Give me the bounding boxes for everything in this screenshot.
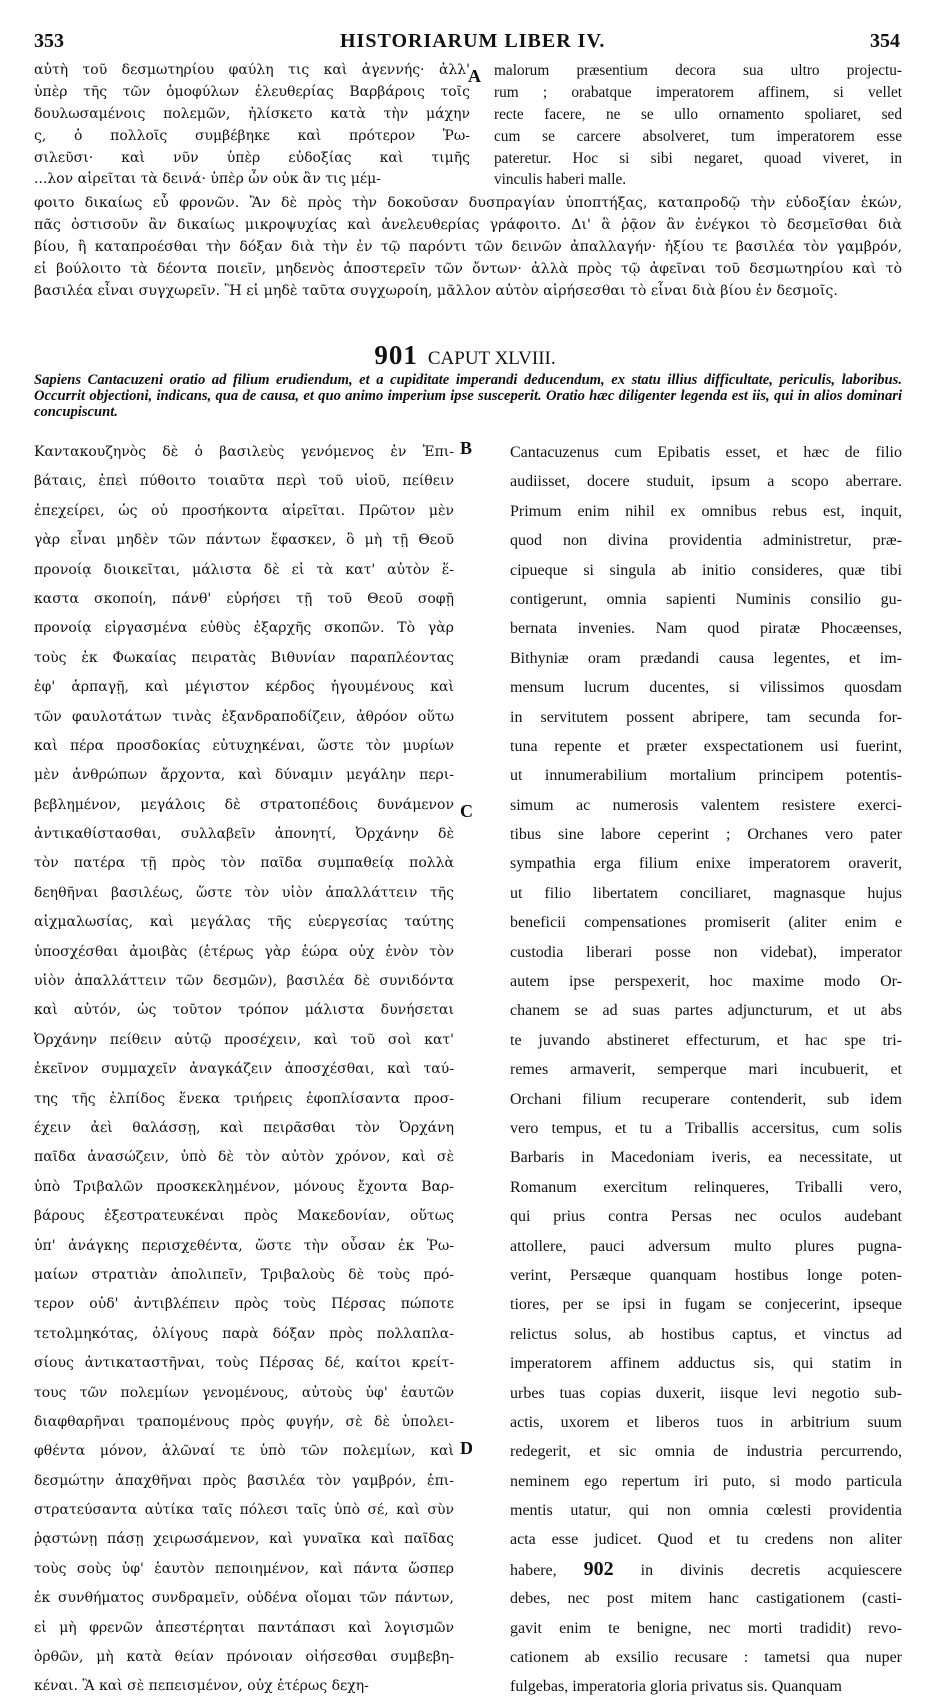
greek-line: τετολμηκότας, ὀλίγους παρὰ δόξαν πρὸς πολλαπλα-: [34, 1325, 454, 1342]
section-marker-d: D: [460, 1438, 473, 1458]
greek-line: βίου, ἢ καταπροέσθαι τὴν δόξαν διὰ τὴν ἐν τῷ παρόντι τῶν δεινῶν ἀπαλλαγήν· ἠξίου τε βασιλέα τὸν γαμβρόν,: [34, 239, 902, 255]
latin-line: neminem ego repertum iri puto, si modo particula: [510, 1472, 902, 1490]
latin-line: debes, nec post mitem hanc castigationem (casti-: [510, 1590, 902, 1608]
latin-line: Romanum exercitum relinqueres, Triballi vero,: [510, 1178, 902, 1196]
latin-line: tiores, per se ipsi in fugam se conjecerint, ipseque: [510, 1296, 902, 1314]
latin-line: audiisset, docere studuit, ipsum a scopo aberrare.: [510, 473, 902, 491]
latin-line: chanem se ad suas partes adjuncturum, et ut abs: [510, 1002, 902, 1020]
greek-line: βασιλέα εἶναι συγχωρεῖν. Ἢ εἰ μηδὲ ταῦτα συγχωροίη, μᾶλλον αὐτὸν αἱρήσεσθαι τὸ εἶναι διὰ βίου ἐν δεσμοῖς.: [34, 283, 838, 299]
latin-line: attollere, pauci adversum multo plures pugna-: [510, 1237, 902, 1255]
greek-line: εἰ μὴ φρενῶν ἀπεστέρηται παντάπασι καὶ λογισμῶν: [34, 1619, 454, 1636]
latin-line: bernata invenies. Nam quod piratæ Phocæenses,: [510, 620, 902, 638]
latin-line: tibus sine labore ceperint ; Orchanes vero pater: [510, 826, 902, 844]
chapter-heading: [0, 340, 930, 371]
latin-line: in servitutem possent abripere, tam secunda for-: [510, 708, 902, 726]
greek-line: υἱὸν ἀπαλλάττειν τῶν δεσμῶν), βασιλέα δὲ συνιδόντα: [34, 973, 454, 990]
latin-line: sympathia erga filium enixe imperatorem oraverit,: [510, 855, 902, 873]
latin-line: Primum enim nihil ex omnibus rebus est, inquit,: [510, 502, 902, 520]
latin-line: urbes tuas copias duxerit, iisque levi negotio sub-: [510, 1384, 902, 1402]
greek-line: δουλωσαμένοις πολεμῶν, ἠλίσκετο κατὰ τὴν μάχην: [34, 105, 470, 122]
greek-line: ...λον αἱρεῖται τὰ δεινά· ὑπὲρ ὧν οὐκ ἂν τις μέμ-: [34, 171, 381, 188]
latin-line: cipueque si singula ab initio consideres, quæ tibi: [510, 561, 902, 579]
greek-line: καὶ αὐτόν, ὡς τοῦτον τρόπον μάλιστα δυνήσεται: [34, 1002, 454, 1019]
latin-line: te juvando abstineret effecturum, et hac spe tri-: [510, 1031, 902, 1049]
page-number-left: 353: [34, 30, 64, 52]
greek-line: ἐπεχείρει, ὡς οὐ προσήκοντα αἱρεῖται. Πρῶτον μὲν: [34, 502, 454, 519]
latin-line: remes armaverit, semperque mari incubuerit, et: [510, 1061, 902, 1079]
latin-line: quod non divina providentia administretur, præ-: [510, 532, 902, 550]
latin-line: mentis utatur, qui non omnia cœlesti providentia: [510, 1502, 902, 1520]
greek-line: βάταις, ἐπεὶ πύθοιτο τοιαῦτα περὶ τοῦ υἱοῦ, πείθειν: [34, 473, 454, 490]
latin-line: ut filio libertatem conciliaret, magnasque hujus: [510, 884, 902, 902]
greek-line: τοὺς σοὺς ὑφ' ἑαυτὸν πεποιημένον, καὶ πάντα ὥσπερ: [34, 1560, 454, 1577]
greek-line: τὸν πατέρα τῇ πρὸς τὸν παῖδα συμπαθείᾳ πολλὰ: [34, 855, 454, 872]
section-marker-b: B: [460, 438, 473, 458]
greek-line: τους τῶν πολεμίων γενομένους, αὐτοὺς ὑφ' ἑαυτῶν: [34, 1384, 454, 1401]
latin-line: tuna repente et præter exspectationem usi fuerint,: [510, 737, 902, 755]
chapter-page-number: 901: [374, 340, 418, 370]
greek-line: προνοίᾳ εἰργασμένα εὐθὺς ἐξαρχῆς σκοπῶν. Τὸ γὰρ: [34, 620, 454, 637]
latin-line: vero tempus, et tu a Triballis accersitus, cum solis: [510, 1119, 902, 1137]
greek-line: της τῆς ἐλπίδος ἕνεκα τριήρεις ἐφοπλίσαντα προσ-: [34, 1090, 454, 1107]
latin-line: Cantacuzenus cum Epibatis esset, et hæc de filio: [510, 444, 902, 461]
greek-full-width-block: [34, 192, 902, 302]
greek-line: σίους ἀντικαταστῆναι, τοὺς Πέρσας δέ, καίτοι κρείτ-: [34, 1355, 454, 1372]
latin-line: verint, Persæque quanquam hostibus longe poten-: [510, 1266, 902, 1284]
section-marker-a: A: [468, 66, 481, 86]
greek-line: φοιτο δικαίως εὖ φρονῶν. Ἂν δὲ πρὸς τὴν δοκοῦσαν δυσπραγίαν ὑποπτήξας, καταπροδῷ τὴν εὐδοξίαν ἑκών,: [34, 195, 902, 211]
greek-line: ὀρθῶν, μὴ κατὰ θείαν πρόνοιαν οἰήσεσθαι συμβεβη-: [34, 1649, 454, 1666]
latin-line: malorum præsentium decora sua ultro projectu-: [494, 62, 902, 79]
greek-line: αἰχμαλωσίας, καὶ μεγάλας τῆς εὐεργεσίας ταύτης: [34, 914, 454, 931]
latin-column-top: [468, 60, 902, 191]
greek-line: ὑπὸ Τριβαλῶν προσκεκλημένον, μόνους ἔχοντα Βαρ-: [34, 1178, 454, 1195]
text-fragment: in divinis decretis acquiescere: [613, 1561, 902, 1579]
greek-line: ἐκεῖνον συμμαχεῖν ἀναγκάζειν ἀποσχέσθαι, καὶ ταύ-: [34, 1061, 454, 1078]
greek-line: μαίων στρατιὰν ἀπολιπεῖν, Τριβαλοὺς δὲ τοὺς πρό-: [34, 1266, 454, 1283]
greek-line: ἐκ συνθήματος συνδραμεῖν, οὐδένα οἴομαι τῶν πάντων,: [34, 1590, 454, 1607]
greek-line: ὑπὲρ τῆς τῶν ὁμοφύλων ἐλευθερίας Βαρβάροις τοῖς: [34, 83, 470, 100]
greek-line: αὐτὴ τοῦ δεσμωτηρίου φαύλη τις καὶ ἀγεννής· ἀλλ': [34, 62, 470, 78]
inline-page-number: 902: [583, 1557, 614, 1580]
chapter-caption: CAPUT XLVIII.: [427, 348, 556, 369]
greek-line: προνοίᾳ διοικεῖται, μάλιστα δὲ εἰ τὰ κατ' αὐτὸν ἕ-: [34, 561, 454, 578]
text-fragment: habere,: [510, 1561, 584, 1579]
greek-line: παῖδα ἀνασώζειν, ὑπὸ δὲ τὸν αὐτὸν χρόνον, καὶ σὲ: [34, 1149, 454, 1166]
latin-line: qui prius contra Persas nec oculos audebant: [510, 1208, 902, 1226]
greek-line: ὑπ' ἀνάγκης περισχεθέντα, ὥστε τὴν οὖσαν ἐκ Ῥω-: [34, 1237, 454, 1254]
running-header: [0, 18, 930, 58]
latin-line: fulgebas, imperatoria gloria privatus sis. Quanquam: [510, 1678, 842, 1696]
greek-line: μὲν ἀνθρώπων ἄρχοντα, καὶ δύναμιν μεγάλην περι-: [34, 767, 454, 784]
latin-line: recte facere, ne se ullo ornamento spoliaret, sed: [494, 105, 902, 123]
chapter-summary: Sapiens Cantacuzeni oratio ad filium erudiendum, et a cupiditate imperandi deducendum, ex statu illius difficultate, periculis, laboribus. Occurrit objectioni, indicans, qua de causa, et quo animo imperium ipse susceperit. Oratio hæc diligenter legenda est iis, qui in alios dominari concupiscunt.: [34, 372, 902, 421]
latin-line: ut innumerabilium mortalium principem potentis-: [510, 767, 902, 785]
greek-line: σιλεῦσι· καὶ νῦν ὑπὲρ εὐδοξίας καὶ τιμῆς: [34, 149, 470, 166]
latin-line: gavit enim te benigne, nec morti tradidit) revo-: [510, 1619, 902, 1637]
latin-line: Bithyniæ oram prædandi causa legentes, et im-: [510, 649, 902, 667]
section-marker-c: C: [460, 801, 473, 821]
latin-line: mensum lucrum ducentes, si vilissimos quosdam: [510, 679, 902, 697]
latin-line: beneficii compensationes promiserit (aliter enim e: [510, 914, 902, 932]
greek-line: δεηθῆναι βασιλέως, ὥστε τὸν υἱὸν ἀπαλλάττειν τῆς: [34, 884, 454, 901]
greek-line: τερον οὐδ' ἀντιβλέπειν πρὸς τοὺς Πέρσας πώποτε: [34, 1296, 454, 1313]
page-number-right: 354: [870, 30, 900, 52]
greek-line: ς, ὁ πολλοῖς συμβέβηκε καὶ πρότερον Ῥω-: [34, 127, 470, 144]
greek-line: εἰ βούλοιτο τὰ δέοντα ποιεῖν, μηδενὸς ἀποστερεῖν τῶν ὄντων· ἀλλὰ πρὸς τῷ ἀφεῖναι τοῦ δεσμωτηρίου καὶ τὸ: [34, 261, 902, 277]
latin-line: pateretur. Hoc si sibi negaret, quoad viveret, in: [494, 149, 902, 167]
latin-column: [510, 438, 902, 1702]
running-title: HISTORIARUM LIBER IV.: [340, 30, 606, 52]
top-paired-block: [34, 60, 902, 191]
greek-line: ῥᾳστώνῃ πάσῃ χειρωσάμενον, καὶ γυναῖκα καὶ παῖδας: [34, 1531, 454, 1548]
latin-line: simum ac numerosis valentem resistere exerci-: [510, 796, 902, 814]
greek-line: ἐφ' ἁρπαγῇ, καὶ μέγιστον κέρδος ἡγουμένους καὶ: [34, 679, 454, 696]
greek-line: έχειν ἀεὶ θαλάσσῃ, καὶ πειρᾶσθαι τὸν Ὀρχάνη: [34, 1119, 454, 1136]
latin-line: cum se carcere absolveret, tum imperatorem esse: [494, 127, 902, 145]
latin-line: relictus solus, ab hostibus captus, et vinctus ad: [510, 1325, 902, 1343]
latin-line: Orchani filium recuperare contenderit, sub idem: [510, 1090, 902, 1108]
latin-line: custodia liberari posse non videbat), imperator: [510, 943, 902, 961]
greek-line: Ὀρχάνην πείθειν αὐτῷ προσέχειν, καὶ τοῦ σοὶ κατ': [34, 1031, 454, 1048]
greek-column-top: [34, 60, 470, 191]
latin-line: redegerit, et sic omnia de industria percurrendo,: [510, 1443, 902, 1461]
greek-line: κέναι. Ἃ καὶ σὲ πεπεισμένον, οὐχ ἑτέρως δεχη-: [34, 1678, 369, 1695]
greek-line: γὰρ εἶναι μηδὲν τῶν πάντων ἔφασκεν, ὃ μὴ τῇ Θεοῦ: [34, 532, 454, 549]
greek-line: καστα σκοποίη, πάνθ' εὑρήσει τῇ τοῦ Θεοῦ σοφῇ: [34, 590, 454, 607]
latin-line: contigerunt, omnia sapienti Numinis consilio gu-: [510, 590, 902, 608]
greek-line: ἀντικαθίστασθαι, συλλαβεῖν ἀπονητί, Ὀρχάνην δὲ: [34, 826, 454, 843]
latin-line: Barbaris in Macedoniam iveris, ea necessitate, ut: [510, 1149, 902, 1167]
greek-line: διαφθαρῆναι τραπομένους πρὸς φυγήν, σὲ δὲ ὑπολει-: [34, 1413, 454, 1430]
latin-line: actis, uxorem et liberos tuos in arbitrium suum: [510, 1413, 902, 1431]
greek-line: βεβλημένον, μεγάλοις δὲ στρατοπέδοις δυνάμενον: [34, 796, 454, 813]
greek-line: τοὺς ἐκ Φωκαίας πειρατὰς Βιθυνίαν παραπλέοντας: [34, 649, 454, 666]
latin-line: autem ipse perspexerit, hoc maxime modo Or-: [510, 973, 902, 991]
greek-column: [34, 438, 454, 1702]
greek-line: φθέντα μόνον, ἁλῶναί τε ὑπὸ τῶν πολεμίων, καὶ: [34, 1443, 454, 1460]
latin-line: rum ; orabatque imperatorem affinem, si vellet: [494, 83, 902, 101]
latin-line: imperatorem affinem adductus sis, qui statim in: [510, 1355, 902, 1373]
greek-line: Καντακουζηνὸς δὲ ὁ βασιλεὺς γενόμενος ἐν Ἐπι-: [34, 444, 454, 460]
greek-line: τῶν φαυλοτάτων τινὰς ἐξανδραποδίζειν, ἀθρόον οὕτω: [34, 708, 454, 725]
greek-line: καὶ πέρα προσδοκίας εὐτυχηκέναι, ὥστε τὸν μυρίων: [34, 737, 454, 754]
greek-line: δεσμώτην ἀπαχθῆναι πρὸς βασιλέα τὸν γαμβρόν, ἐπι-: [34, 1472, 454, 1489]
latin-line: [510, 1555, 902, 1584]
greek-line: ὑποσχέσθαι ἀμοιβὰς (ἑτέρως γὰρ ἑώρα οὐχ ἐνὸν τὸν: [34, 943, 454, 960]
latin-line: acta esse judicet. Quod et tu credens non aliter: [510, 1531, 902, 1549]
greek-line: βάρους ἐξεστρατευκέναι πρὸς Μακεδονίαν, οὕτως: [34, 1208, 454, 1225]
greek-line: πᾶς ὁστισοῦν ἂν δικαίως μικροψυχίας καὶ ἀνελευθερίας γράφοιτο. Δι' ἃ ῥᾷον ἂν ἐνέγκοι τὸ δεσμεῖσθαι διὰ: [34, 217, 902, 233]
greek-line: στρατεύσαντα αὐτίκα ταῖς πόλεσι ταῖς ὑπὸ σέ, καὶ σὺν: [34, 1502, 454, 1519]
latin-line: cationem ab exsilio recusare : tametsi qua nuper: [510, 1649, 902, 1667]
latin-line: vinculis haberi malle.: [494, 171, 627, 189]
